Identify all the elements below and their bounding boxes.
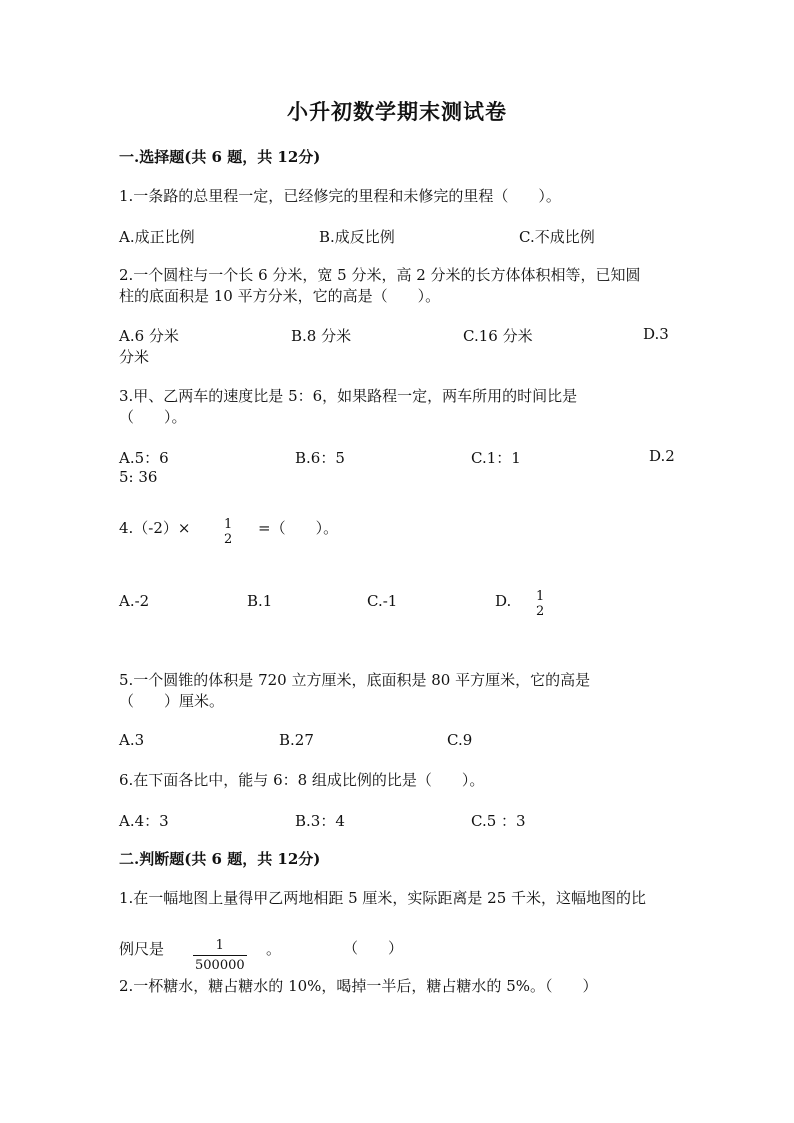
question-1-text: 1.一条路的总里程一定，已经修完的里程和未修完的里程（ ）。 bbox=[119, 187, 561, 205]
question-5-line1: 5.一个圆锥的体积是 720 立方厘米，底面积是 80 平方厘米，它的高是 bbox=[119, 671, 591, 689]
judgment-1-answer-blank: （ ） bbox=[343, 939, 404, 957]
q3-option-d: D.2 bbox=[649, 447, 675, 465]
q2-option-b: B.8 分米 bbox=[291, 327, 352, 345]
fraction-denominator: 2 bbox=[536, 604, 545, 619]
q3-option-a: A.5：6 bbox=[119, 449, 169, 467]
q3-option-c: C.1：1 bbox=[471, 449, 521, 467]
question-4-suffix: =（ ）。 bbox=[258, 519, 339, 537]
page-title: 小升初数学期末测试卷 bbox=[287, 99, 507, 124]
fraction-denominator: 500000 bbox=[195, 958, 245, 973]
judgment-1-line2-suffix: 。 bbox=[266, 940, 282, 958]
question-6-text: 6.在下面各比中，能与 6：8 组成比例的比是（ ）。 bbox=[119, 771, 485, 789]
q6-option-a: A.4：3 bbox=[119, 812, 169, 830]
question-5-line2: （ ）厘米。 bbox=[119, 692, 225, 710]
q6-option-b: B.3：4 bbox=[295, 812, 345, 830]
section-heading-judgment: 二.判断题(共 6 题，共 12分) bbox=[119, 850, 321, 868]
question-4-fraction bbox=[222, 513, 234, 547]
fraction-denominator: 2 bbox=[224, 532, 233, 547]
q1-option-a: A.成正比例 bbox=[119, 228, 195, 246]
fraction-numerator: 1 bbox=[215, 938, 224, 953]
q3-option-b: B.6：5 bbox=[295, 449, 345, 467]
q5-option-c: C.9 bbox=[447, 731, 473, 749]
scale-fraction bbox=[193, 934, 247, 973]
q6-option-c: C.5 ：3 bbox=[471, 812, 526, 830]
question-3-line1: 3.甲、乙两车的速度比是 5：6，如果路程一定，两车所用的时间比是 bbox=[119, 387, 578, 405]
q4-option-d: D. bbox=[495, 592, 512, 610]
question-2-line1: 2.一个圆柱与一个长 6 分米，宽 5 分米，高 2 分米的长方体体积相等，已知圆 bbox=[119, 266, 641, 284]
question-2-line2: 柱的底面积是 10 平方分米，它的高是（ ）。 bbox=[119, 287, 441, 305]
q2-option-d-wrap: 分米 bbox=[119, 348, 150, 366]
judgment-1-line2-prefix: 例尺是 bbox=[119, 940, 165, 958]
q4-option-c: C.-1 bbox=[367, 592, 398, 610]
q1-option-b: B.成反比例 bbox=[319, 228, 395, 246]
q5-option-b: B.27 bbox=[279, 731, 314, 749]
fraction-bar bbox=[193, 955, 247, 956]
q2-option-c: C.16 分米 bbox=[463, 327, 533, 345]
question-3-line2: （ ）。 bbox=[119, 408, 187, 426]
q3-option-d-wrap: 5: 36 bbox=[119, 468, 158, 486]
q5-option-a: A.3 bbox=[119, 731, 145, 749]
q4-option-a: A.-2 bbox=[119, 592, 150, 610]
q4-option-b: B.1 bbox=[247, 592, 273, 610]
question-4-prefix: 4.（-2）× bbox=[119, 519, 191, 537]
judgment-1-line1: 1.在一幅地图上量得甲乙两地相距 5 厘米，实际距离是 25 千米，这幅地图的比 bbox=[119, 889, 647, 907]
section-heading-choice: 一.选择题(共 6 题，共 12分) bbox=[119, 148, 321, 166]
fraction-numerator: 1 bbox=[536, 589, 545, 604]
q4-option-d-fraction bbox=[534, 585, 546, 619]
fraction-numerator: 1 bbox=[224, 517, 233, 532]
q1-option-c: C.不成比例 bbox=[519, 228, 595, 246]
judgment-2-text: 2.一杯糖水，糖占糖水的 10%，喝掉一半后，糖占糖水的 5%。（ ） bbox=[119, 977, 598, 995]
q2-option-a: A.6 分米 bbox=[119, 327, 179, 345]
q2-option-d: D.3 bbox=[643, 325, 669, 343]
